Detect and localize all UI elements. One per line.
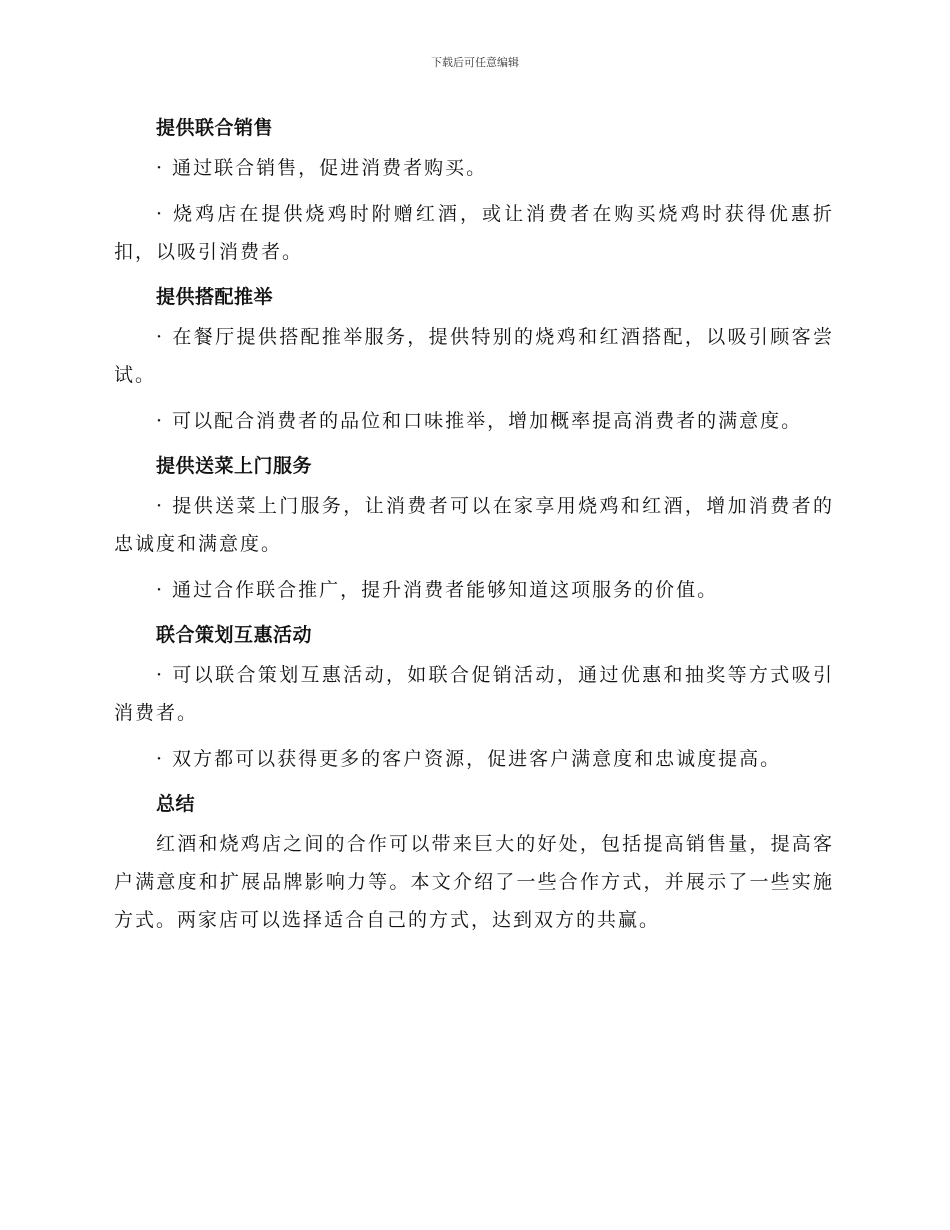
paragraph: 红酒和烧鸡店之间的合作可以带来巨大的好处，包括提高销售量，提高客户满意度和扩展品牌影响力等。本文介绍了一些合作方式，并展示了一些实施方式。两家店可以选择适合自己的方式，达到双方的共赢。	[114, 833, 834, 931]
paragraph: · 提供送菜上门服务，让消费者可以在家享用烧鸡和红酒，增加消费者的忠诚度和满意度。	[114, 495, 834, 555]
paragraph: · 双方都可以获得更多的客户资源，促进客户满意度和忠诚度提高。	[156, 748, 782, 770]
section-heading: 提供搭配推举	[156, 286, 274, 308]
paragraph: · 在餐厅提供搭配推举服务，提供特别的烧鸡和红酒搭配，以吸引顾客尝试。	[114, 326, 834, 386]
section-heading: 提供送菜上门服务	[156, 455, 313, 477]
paragraph: · 可以配合消费者的品位和口味推举，增加概率提高消费者的满意度。	[156, 410, 803, 432]
paragraph: · 可以联合策划互惠活动，如联合促销活动，通过优惠和抽奖等方式吸引消费者。	[114, 664, 834, 724]
document-body	[114, 110, 834, 947]
paragraph: · 烧鸡店在提供烧鸡时附赠红酒，或让消费者在购买烧鸡时获得优惠折扣，以吸引消费者。	[114, 203, 834, 263]
page-header: 下载后可任意编辑	[431, 56, 519, 69]
paragraph: · 通过合作联合推广，提升消费者能够知道这项服务的价值。	[156, 579, 719, 601]
section-heading: 总结	[156, 793, 196, 815]
section-heading: 提供联合销售	[156, 117, 274, 139]
section-heading: 联合策划互惠活动	[156, 624, 313, 646]
paragraph: · 通过联合销售，促进消费者购买。	[156, 157, 488, 179]
